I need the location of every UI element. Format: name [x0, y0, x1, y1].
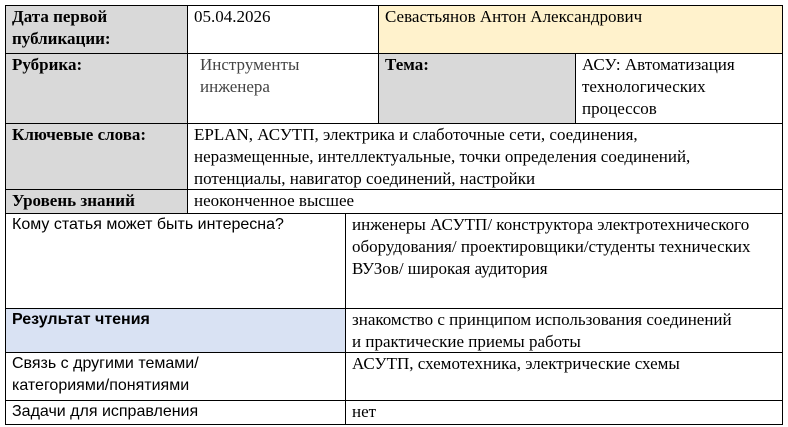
knowledge-level-value: неоконченное высшее	[187, 189, 783, 214]
fix-tasks-value: нет	[345, 400, 783, 425]
knowledge-level-label: Уровень знаний	[5, 189, 188, 214]
date-label: Дата первой публикации:	[5, 5, 188, 54]
reading-result-value: знакомство с принципом использования соединений и практические приемы работы	[345, 308, 783, 353]
fix-tasks-label: Задачи для исправления	[5, 400, 346, 425]
audience-label: Кому статья может быть интересна?	[5, 213, 346, 309]
article-metadata-table	[5, 5, 783, 425]
topic-value: АСУ: Автоматизация технологических процессов	[575, 53, 783, 124]
keywords-value: EPLAN, АСУТП, электрика и слаботочные сети, соединения, неразмещенные, интеллектуальные, точки определения соединений, потенциалы, навигатор соединений, настройки	[187, 123, 783, 190]
rubric-value: Инструменты инженера	[187, 53, 379, 124]
author-name: Севастьянов Антон Александрович	[378, 5, 783, 54]
related-topics-value: АСУТП, схемотехника, электрические схемы	[345, 352, 783, 401]
reading-result-label: Результат чтения	[5, 308, 346, 353]
audience-value: инженеры АСУТП/ конструктора электротехнического оборудования/ проектировщики/студенты технических ВУЗов/ широкая аудитория	[345, 213, 783, 309]
rubric-label: Рубрика:	[5, 53, 188, 124]
date-value: 05.04.2026	[187, 5, 379, 54]
keywords-label: Ключевые слова:	[5, 123, 188, 190]
topic-label: Тема:	[378, 53, 576, 124]
related-topics-label: Связь с другими темами/категориями/понятиями	[5, 352, 346, 401]
